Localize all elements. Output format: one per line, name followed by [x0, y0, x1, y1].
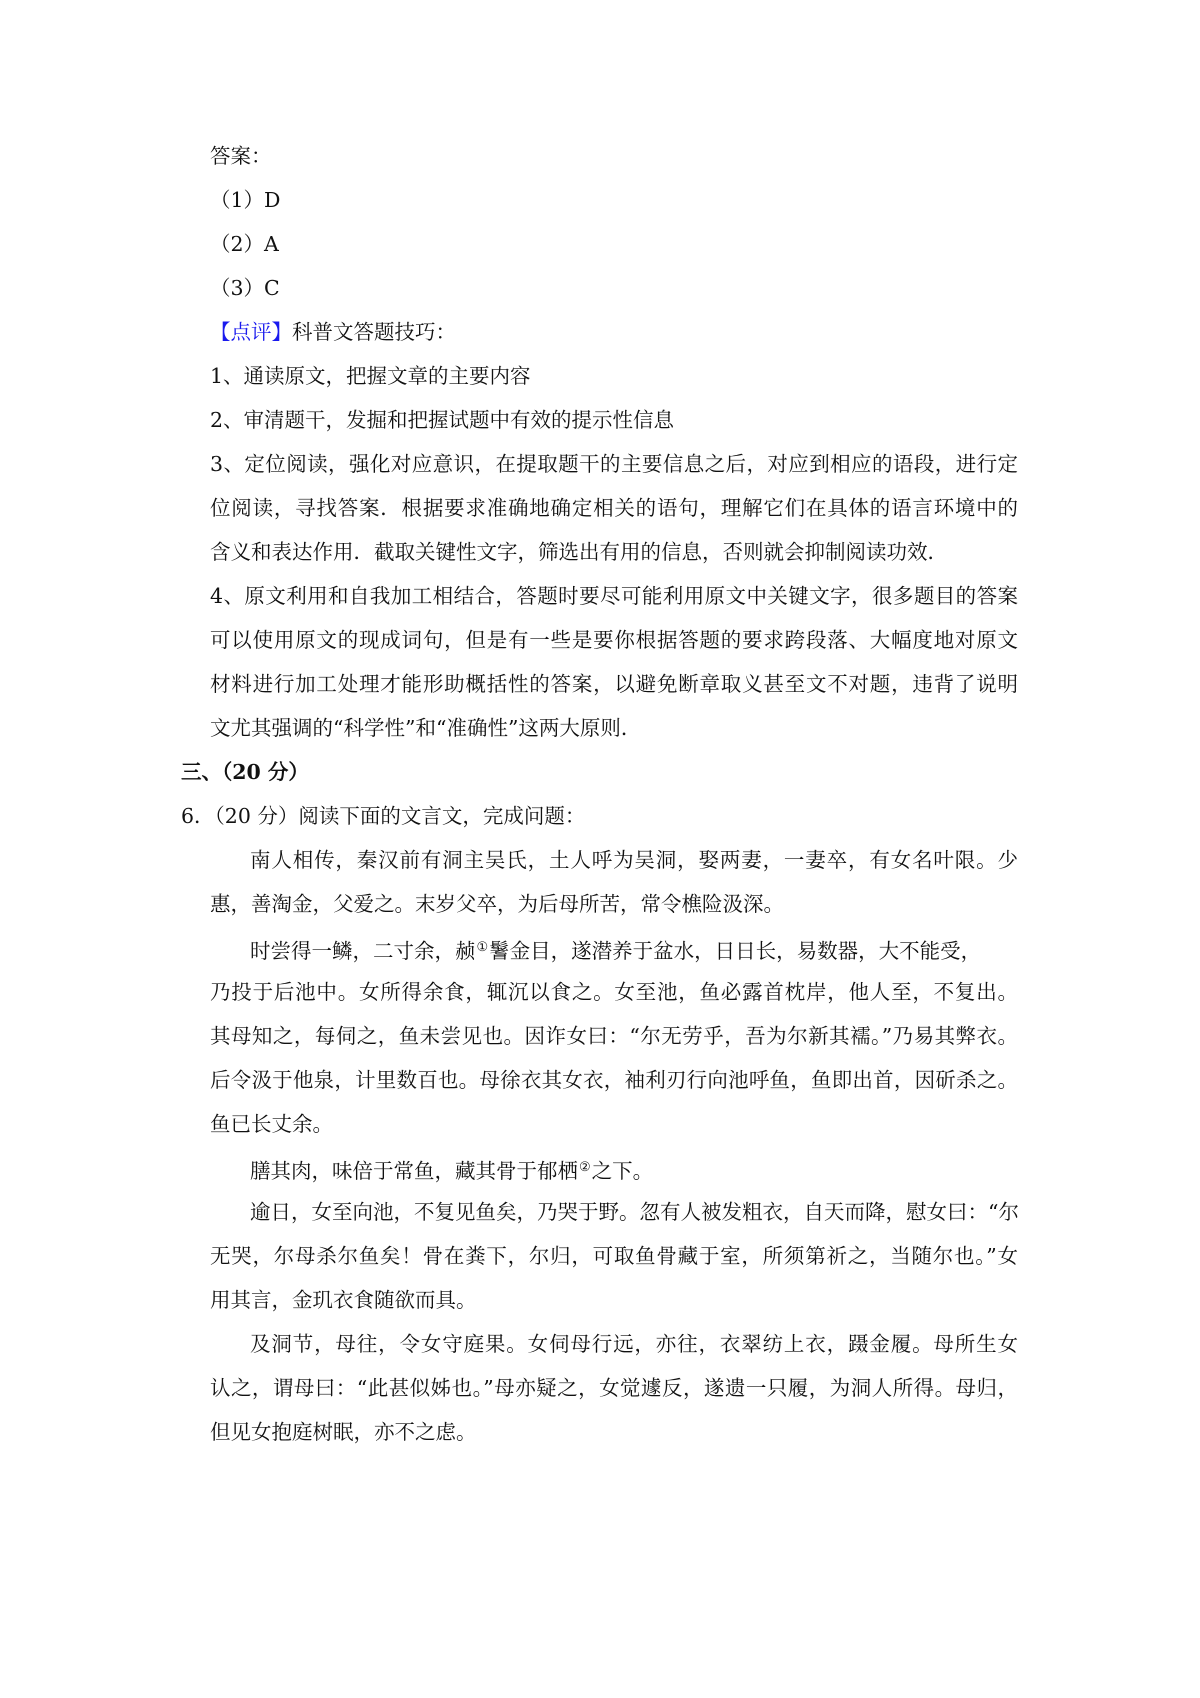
comment-title: 科普文答题技巧： [292, 320, 456, 344]
answer-item-1: （1）D [210, 188, 281, 212]
passage-para-1-line-1: 南人相传，秦汉前有洞主吴氏，土人呼为吴洞，娶两妻，一妻卒，有女名叶限。少 [250, 848, 1018, 872]
passage-para-2-line-3: 其母知之，每伺之，鱼未尝见也。因诈女曰：“尔无劳乎，吾为尔新其襦。”乃易其弊衣。 [210, 1024, 1018, 1048]
comment-point-3-line-3: 含义和表达作用．截取关键性文字，筛选出有用的信息，否则就会抑制阅读功效． [210, 540, 948, 564]
passage-para-3-a: 膳其肉，味倍于常鱼，藏其骨于郁栖 [250, 1159, 578, 1183]
comment-point-4-line-4: 文尤其强调的“科学性”和“准确性”这两大原则． [210, 716, 642, 740]
footnote-marker-1: ① [476, 940, 489, 955]
comment-point-4-line-2: 可以使用原文的现成词句，但是有一些是要你根据答题的要求跨段落、大幅度地对原文 [210, 628, 1018, 652]
passage-para-2-line-1-b: 鬐金目，遂潜养于盆水，日日长，易数器，大不能受， [489, 939, 982, 963]
comment-point-1: 1、通读原文，把握文章的主要内容 [210, 364, 531, 388]
answer-item-3: （3）C [210, 276, 280, 300]
comment-heading [210, 318, 456, 346]
passage-para-2-line-1 [250, 934, 981, 965]
passage-para-4-line-1: 逾日，女至向池，不复见鱼矣，乃哭于野。忽有人被发粗衣，自天而降，慰女曰：“尔 [250, 1200, 1019, 1224]
passage-para-2-line-4: 后令汲于他泉，计里数百也。母徐衣其女衣，袖利刃行向池呼鱼，鱼即出首，因斫杀之。 [210, 1068, 1018, 1092]
passage-para-5-line-3: 但见女抱庭树眠，亦不之虑。 [210, 1420, 477, 1444]
section-heading: 三、（20 分） [181, 760, 309, 784]
passage-para-5-line-1: 及洞节，母往，令女守庭果。女伺母行远，亦往，衣翠纺上衣，蹑金履。母所生女 [250, 1332, 1018, 1356]
comment-point-2: 2、审清题干，发掘和把握试题中有效的提示性信息 [210, 408, 675, 432]
passage-para-2-line-5: 鱼已长丈余。 [210, 1112, 333, 1136]
passage-para-1-line-2: 惠，善淘金，父爱之。末岁父卒，为后母所苦，常令樵险汲深。 [210, 892, 784, 916]
footnote-marker-2: ② [579, 1160, 591, 1175]
comment-tag: 【点评】 [210, 320, 292, 344]
passage-para-2-line-2: 乃投于后池中。女所得余食，辄沉以食之。女至池，鱼必露首枕岸，他人至，不复出。 [210, 980, 1018, 1004]
passage-para-4-line-2: 无哭，尔母杀尔鱼矣！骨在粪下，尔归，可取鱼骨藏于室，所须第祈之，当随尔也。”女 [210, 1244, 1018, 1268]
comment-point-4-line-3: 材料进行加工处理才能形助概括性的答案，以避免断章取义甚至文不对题，违背了说明 [210, 672, 1018, 696]
comment-point-3-line-2: 位阅读，寻找答案．根据要求准确地确定相关的语句，理解它们在具体的语言环境中的 [210, 496, 1018, 520]
answer-item-2: （2）A [210, 232, 279, 256]
passage-para-5-line-2: 认之，谓母曰：“此甚似姊也。”母亦疑之，女觉遽反，遂遗一只履，为洞人所得。母归， [210, 1376, 1018, 1400]
passage-para-4-line-3: 用其言，金玑衣食随欲而具。 [210, 1288, 477, 1312]
comment-point-3-line-1: 3、定位阅读，强化对应意识，在提取题干的主要信息之后，对应到相应的语段，进行定 [210, 452, 1018, 476]
passage-para-3-b: 之下。 [591, 1159, 654, 1183]
passage-para-2-line-1-a: 时尝得一鳞，二寸余，赪 [250, 939, 476, 963]
answer-label: 答案： [210, 144, 272, 168]
passage-para-3 [250, 1154, 653, 1185]
comment-point-4-line-1: 4、原文利用和自我加工相结合，答题时要尽可能利用原文中关键文字，很多题目的答案 [210, 584, 1018, 608]
question-6: 6．（20 分）阅读下面的文言文，完成问题： [181, 804, 586, 828]
